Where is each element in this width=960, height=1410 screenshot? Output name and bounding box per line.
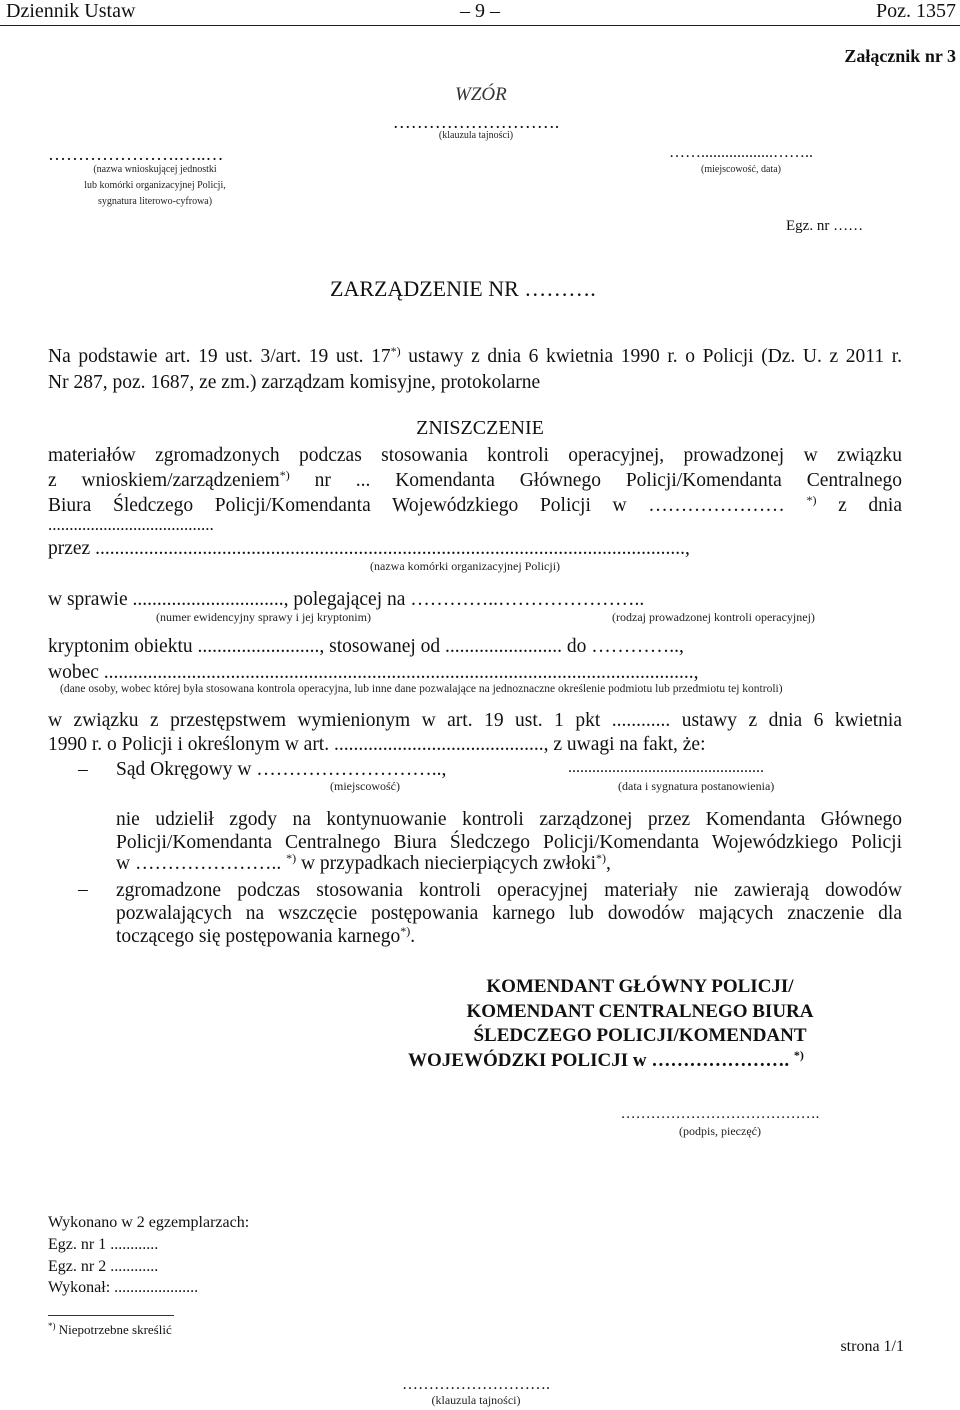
point2-line-1: zgromadzone podczas stosowania kontroli operacyjnej materiały nie zawierają dowodów: [116, 880, 902, 901]
journal-title: Dziennik Ustaw: [6, 0, 136, 22]
document-title: ZARZĄDZENIE NR ……….: [330, 276, 596, 301]
signatory-line-2: KOMENDANT CENTRALNEGO BIURA: [466, 1001, 814, 1022]
point2-line-2: pozwalających na wszczęcie postępowania karnego lub dowodów mających znaczenie dla: [116, 903, 902, 924]
bottom-clause-caption: (klauzula tajności): [431, 1393, 521, 1407]
subject-line: wobec .........................................................................................................................,: [48, 662, 699, 683]
para-line-1: materiałów zgromadzonych podczas stosowania kontroli operacyjnej, prowadzonej w związku: [48, 445, 902, 466]
offence-line-1: w związku z przestępstwem wymienionym w art. 19 ust. 1 pkt ............ ustawy z dnia 6 kwietnia: [48, 710, 902, 731]
offence-line-2: 1990 r. o Policji i określonym w art. ..........................................., z uwagi na fakt, że:: [48, 734, 706, 755]
subject-caption: (dane osoby, wobec której była stosowana kontrola operacyjna, lub inne dane pozwalające na jednoznaczne określenie podmiotu lub przedmiotu tej kontroli): [60, 683, 783, 695]
para-line-2: z wnioskiem/zarządzeniem*) nr ... Komendanta Głównego Policji/Komendanta Centralnego: [48, 468, 902, 491]
template-label: WZÓR: [455, 84, 507, 105]
signature-caption: (podpis, pieczęć): [679, 1124, 761, 1138]
object-codename-line: kryptonim obiektu ........................., stosowanej od ........................ do …………..,: [48, 636, 684, 657]
intro-line-2: Nr 287, poz. 1687, ze zm.) zarządzam komisyjne, protokolarne: [48, 372, 541, 393]
annex-label: Załącznik nr 3: [844, 46, 956, 66]
copy-number: Egz. nr ……: [786, 218, 864, 234]
point1-line-3: w ………………….. *) w przypadkach niecierpiących zwłoki*),: [116, 851, 611, 874]
section-heading: ZNISZCZENIE: [416, 417, 544, 439]
court-caption-left: (miejscowość): [330, 779, 400, 793]
header-rule: [0, 25, 960, 26]
signatory-line-1: KOMENDANT GŁÓWNY POLICJI/: [486, 976, 794, 997]
copies-made: Wykonano w 2 egzemplarzach:: [48, 1214, 250, 1231]
clause-dots: ……………………….: [392, 112, 560, 132]
para-line-4: .......................................: [48, 515, 214, 534]
place-date-dots: ……..................……..: [669, 144, 813, 161]
signatory-line-3: ŚLEDCZEGO POLICJI/KOMENDANT: [473, 1025, 807, 1046]
court-dash: –: [78, 759, 88, 780]
case-caption-right: (rodzaj prowadzonej kontroli operacyjnej): [612, 610, 815, 624]
clause-caption: (klauzula tajności): [438, 130, 514, 141]
bottom-clause-dots: ……………………….: [402, 1376, 550, 1393]
intro-line-1: Na podstawie art. 19 ust. 3/art. 19 ust. 17*) ustawy z dnia 6 kwietnia 1990 r. o Policji (Dz. U. z 2011 r.: [48, 344, 902, 367]
point2-line-3: toczącego się postępowania karnego*).: [116, 924, 416, 947]
copy-2: Egz. nr 2 ............: [48, 1258, 159, 1275]
signature-dots: ………………………………….: [620, 1106, 820, 1122]
position-number: Poz. 1357: [876, 0, 956, 22]
court-line: Sąd Okręgowy w ………………………..,: [116, 759, 447, 780]
issuer-caption-2: lub komórki organizacyjnej Policji,: [84, 180, 226, 191]
page-of-pages: strona 1/1: [840, 1338, 904, 1355]
point1-line-2: Policji/Komendanta Centralnego Biura Śledczego Policji/Komendanta Wojewódzkiego Policji: [116, 832, 902, 853]
issuer-caption-3: sygnatura literowo-cyfrowa): [97, 196, 213, 207]
executed-by: Wykonał: .....................: [48, 1279, 199, 1296]
footnote-rule: [48, 1315, 174, 1316]
by-unit-caption: (nazwa komórki organizacyjnej Policji): [370, 559, 561, 573]
copy-1: Egz. nr 1 ............: [48, 1236, 159, 1253]
place-date-caption: (miejscowość, data): [701, 164, 781, 175]
court-date-dots: .................................................: [568, 759, 764, 776]
footnote: *) Niepotrzebne skreślić: [48, 1321, 172, 1337]
page-number: – 9 –: [460, 0, 500, 22]
case-caption-left: (numer ewidencyjny sprawy i jej kryptonim): [156, 610, 371, 624]
signatory-line-4: WOJEWÓDZKI POLICJI w …………………. *): [408, 1048, 804, 1071]
point1-line-1: nie udzielił zgody na kontynuowanie kontroli zarządzonej przez Komendanta Głównego: [116, 809, 902, 830]
issuer-dots: ………………….…..…: [48, 144, 224, 164]
issuer-caption-1: (nazwa wnioskującej jednostki: [93, 164, 217, 175]
point2-dash: –: [78, 879, 88, 900]
case-line: w sprawie ..............................., polegającej na …………..…………………..: [48, 589, 645, 610]
court-caption-right: (data i sygnatura postanowienia): [618, 779, 775, 793]
para-line-3: Biura Śledczego Policji/Komendanta Wojewódzkiego Policji w ………………… *) z dnia: [48, 493, 903, 516]
by-unit-line: przez .........................................................................................................................,: [48, 538, 690, 559]
